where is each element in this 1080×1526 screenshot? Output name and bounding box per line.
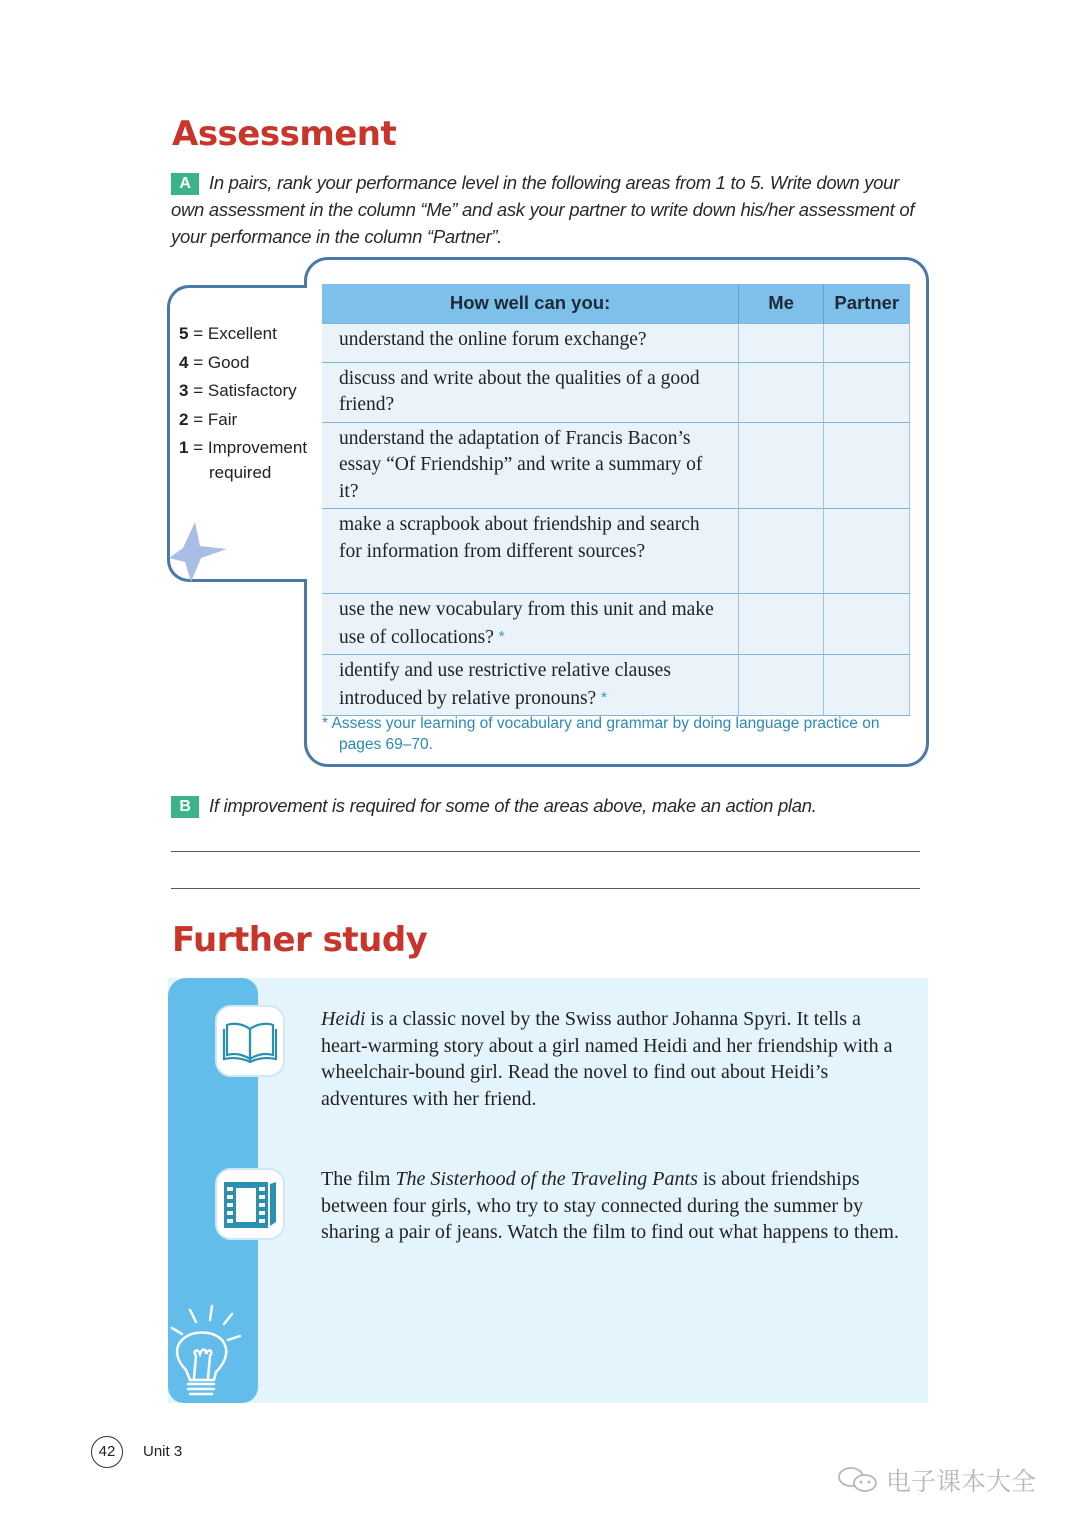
header-how-well: How well can you: bbox=[322, 284, 739, 323]
further-study-item-novel: Heidi is a classic novel by the Swiss author Johanna Spyri. It tells a heart-warming story about a girl named Heidi and her friendship with a wheelchair-bound girl. Read the novel to find out about Heidi’s adventures with her friend. bbox=[321, 1008, 893, 1110]
skill-cell: make a scrapbook about friendship and search for information from different sources? bbox=[322, 509, 739, 594]
me-score-cell[interactable] bbox=[739, 422, 824, 509]
wechat-icon bbox=[836, 1465, 880, 1495]
partner-score-cell[interactable] bbox=[824, 594, 910, 655]
me-score-cell[interactable] bbox=[739, 362, 824, 422]
skill-cell: identify and use restrictive relative clauses introduced by relative pronouns? * bbox=[322, 655, 739, 716]
skill-cell: understand the adaptation of Francis Bacon’s essay “Of Friendship” and write a summary of it? bbox=[322, 422, 739, 509]
legend-item: 3 = Satisfactory bbox=[179, 381, 297, 400]
film-icon-tile bbox=[215, 1168, 285, 1240]
table-row bbox=[322, 362, 910, 422]
legend-item: 1 = Improvement required bbox=[179, 438, 308, 482]
instruction-a-text: In pairs, rank your performance level in the following areas from 1 to 5. Write down your own assessment in the column “Me” and ask your partner to write down his/her assessment of your performance in the column “Partner”. bbox=[171, 172, 915, 247]
star-icon bbox=[169, 520, 231, 584]
me-score-cell[interactable] bbox=[739, 594, 824, 655]
asterisk-marker: * bbox=[498, 627, 505, 645]
action-plan-line[interactable] bbox=[171, 851, 920, 852]
me-score-cell[interactable] bbox=[739, 655, 824, 716]
footnote: * Assess your learning of vocabulary and grammar by doing language practice on pages 69–70. bbox=[322, 715, 880, 753]
legend-item: 4 = Good bbox=[179, 352, 250, 372]
partner-score-cell[interactable] bbox=[824, 362, 910, 422]
table-row bbox=[322, 509, 910, 594]
badge-b: B bbox=[171, 796, 199, 818]
partner-score-cell[interactable] bbox=[824, 323, 910, 362]
further-study-item-film: The film The Sisterhood of the Traveling Pants is about friendships between four girls, who try to stay connected during the summer by sharing a pair of jeans. Watch the film to find out what happens to them. bbox=[321, 1168, 899, 1243]
partner-score-cell[interactable] bbox=[824, 422, 910, 509]
legend-item: 5 = Excellent bbox=[179, 324, 277, 343]
header-me: Me bbox=[739, 284, 824, 323]
unit-label: Unit 3 bbox=[143, 1443, 183, 1460]
film-icon bbox=[222, 1178, 278, 1230]
partner-score-cell[interactable] bbox=[824, 509, 910, 594]
instruction-b-text: If improvement is required for some of the areas above, make an action plan. bbox=[209, 795, 817, 816]
table-header-row bbox=[322, 284, 910, 323]
lightbulb-icon bbox=[168, 1300, 248, 1400]
header-partner: Partner bbox=[824, 284, 910, 323]
table-row bbox=[322, 422, 910, 509]
book-icon-tile bbox=[215, 1005, 285, 1077]
watermark bbox=[836, 1462, 1036, 1498]
self-assessment-table bbox=[322, 284, 910, 716]
watermark-text: 电子课本大全 bbox=[886, 1468, 1037, 1496]
me-score-cell[interactable] bbox=[739, 323, 824, 362]
skill-cell: understand the online forum exchange? bbox=[322, 323, 739, 362]
page-number: 42 bbox=[91, 1436, 123, 1468]
table-row bbox=[322, 323, 910, 362]
skill-cell: use the new vocabulary from this unit and make use of collocations? * bbox=[322, 594, 739, 655]
instruction-b bbox=[171, 792, 931, 819]
partner-score-cell[interactable] bbox=[824, 655, 910, 716]
instruction-a bbox=[171, 169, 931, 250]
action-plan-line[interactable] bbox=[171, 888, 920, 889]
assessment-heading: Assessment bbox=[172, 114, 397, 154]
asterisk-marker: * bbox=[601, 688, 607, 706]
further-study-heading: Further study bbox=[172, 920, 428, 960]
badge-a: A bbox=[171, 173, 199, 195]
table-row bbox=[322, 655, 910, 716]
score-legend bbox=[179, 320, 307, 483]
legend-item: 2 = Fair bbox=[179, 409, 238, 429]
me-score-cell[interactable] bbox=[739, 509, 824, 594]
table-row bbox=[322, 594, 910, 655]
book-icon bbox=[222, 1019, 278, 1063]
skill-cell: discuss and write about the qualities of a good friend? bbox=[322, 362, 739, 422]
